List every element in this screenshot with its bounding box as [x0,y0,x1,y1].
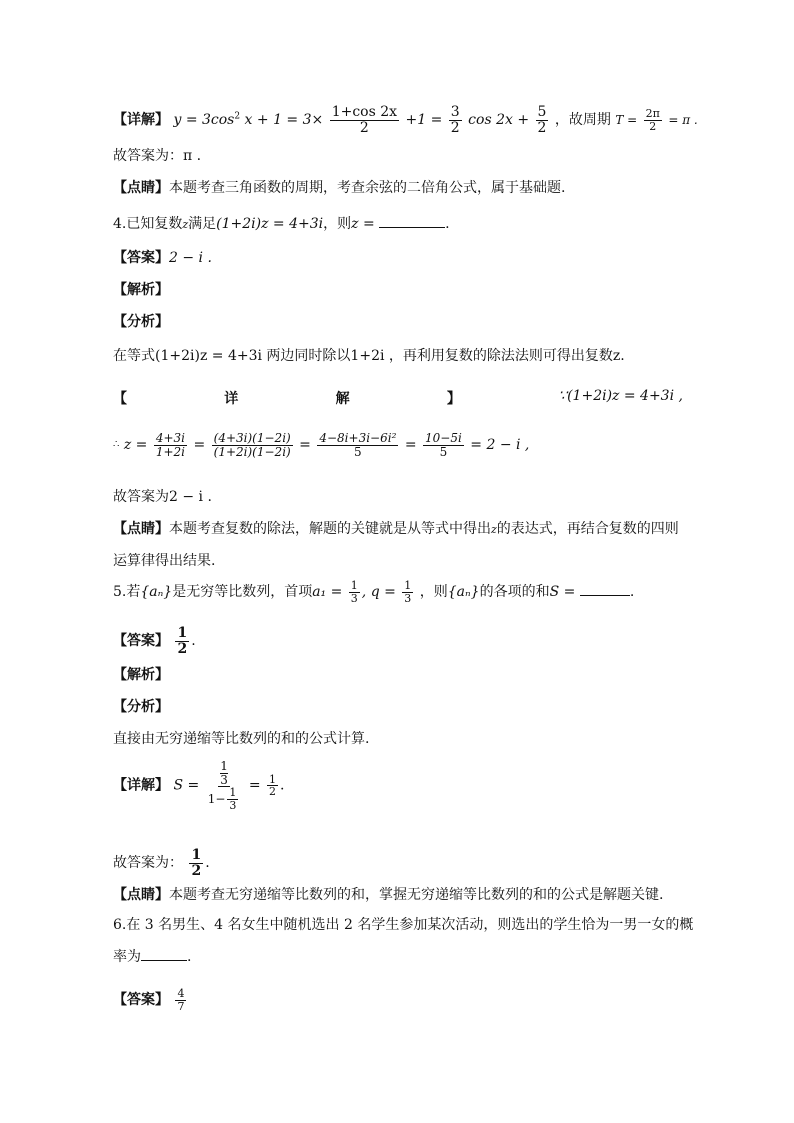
q5-stem: 5.若{aₙ}是无穷等比数列，首项a₁ = $\frac{1}{3}$ , q = $\frac{1}{3}$ ，则{aₙ}的各项的和S = . [113,579,635,605]
q5-answer: 【答案】 $\frac{1}{2}$ . [113,625,196,657]
q5-answer-line: 故答案为： $\frac{1}{2}$ . [113,847,210,879]
q4-analysis-tag: 【解析】 [113,282,169,298]
q5-comment: 【点睛】本题考查无穷递缩等比数列的和，掌握无穷递缩等比数列的和的公式是解题关键. [113,887,664,903]
q3-expr-b: x + 1 = 3× [240,112,324,129]
q3-detail-line [113,105,698,135]
q3-expr-c: +1 = [405,112,443,129]
q4-answer-line: 故答案为2 − i . [113,489,212,505]
q5-analysis-text: 直接由无穷递缩等比数列的和的公式计算. [113,731,370,747]
q4-stem: 4.已知复数z满足(1+2i)z = 4+3i，则z = . [113,213,450,235]
q3-frac4: $\frac{2\pi}{2}$ [645,107,660,133]
q3-period-T: T = [615,113,638,128]
q3-comment: 【点睛】本题考查三角函数的周期，考查余弦的二倍角公式，属于基础题. [113,180,566,196]
q3-period-end: = π . [668,113,698,128]
q5-fenxi-tag: 【分析】 [113,699,169,715]
q3-frac1: $\frac{1+\cos 2x}{2}$ [331,104,398,136]
q4-answer: 【答案】2 − i . [113,250,212,266]
q3-period-text: ，故周期 [554,112,611,129]
q3-answer-line: 故答案为：π . [113,148,202,164]
detail-tag: 【详解】 [113,112,169,129]
q3-frac2: $\frac{3}{2}$ [450,104,460,136]
q5-detail: 【详解】 S = 1 3 1− $\frac{1}{3}$ = $\frac{1}{2}$ . [113,759,285,812]
q4-detail-spread: 【 详 解 】 ∵(1+2i)z = 4+3i , [113,388,683,407]
q4-calc: ∴ z = $\frac{4+3i}{1+2i}$ = $\frac{(4+3i)(1-2i)}{(1+2i)(1-2i)}$ = $\frac{\text{4−8i+3i−6i²}}{5}$ = $\frac{10-5i}{5}$ = 2 − i , [113,431,530,459]
q5-analysis-tag: 【解析】 [113,667,169,683]
q4-analysis-text: 在等式(1+2i)z = 4+3i 两边同时除以1+2i ，再利用复数的除法法则可得出复数z. [113,348,625,364]
q4-blank [379,213,445,228]
q3-frac3: $\frac{5}{2}$ [537,104,547,136]
q5-blank [580,581,630,596]
q3-expr-a: y = 3cos [173,112,235,129]
q6-blank [141,946,187,961]
q4-comment-2: 运算律得出结果. [113,553,216,569]
q6-stem-1: 6.在 3 名男生、4 名女生中随机选出 2 名学生参加某次活动，则选出的学生恰为一男一女的概 [113,917,694,933]
q6-answer: 【答案】 $\frac{4}{7}$ [113,987,185,1013]
q6-stem-2: 率为 . [113,946,191,967]
q3-expr-d: cos 2x + [468,112,530,129]
q4-fenxi-tag: 【分析】 [113,314,169,330]
q3-sq: 2 [234,111,241,122]
q4-comment-1: 【点睛】本题考查复数的除法，解题的关键就是从等式中得出z的表达式，再结合复数的四则 [113,521,679,537]
